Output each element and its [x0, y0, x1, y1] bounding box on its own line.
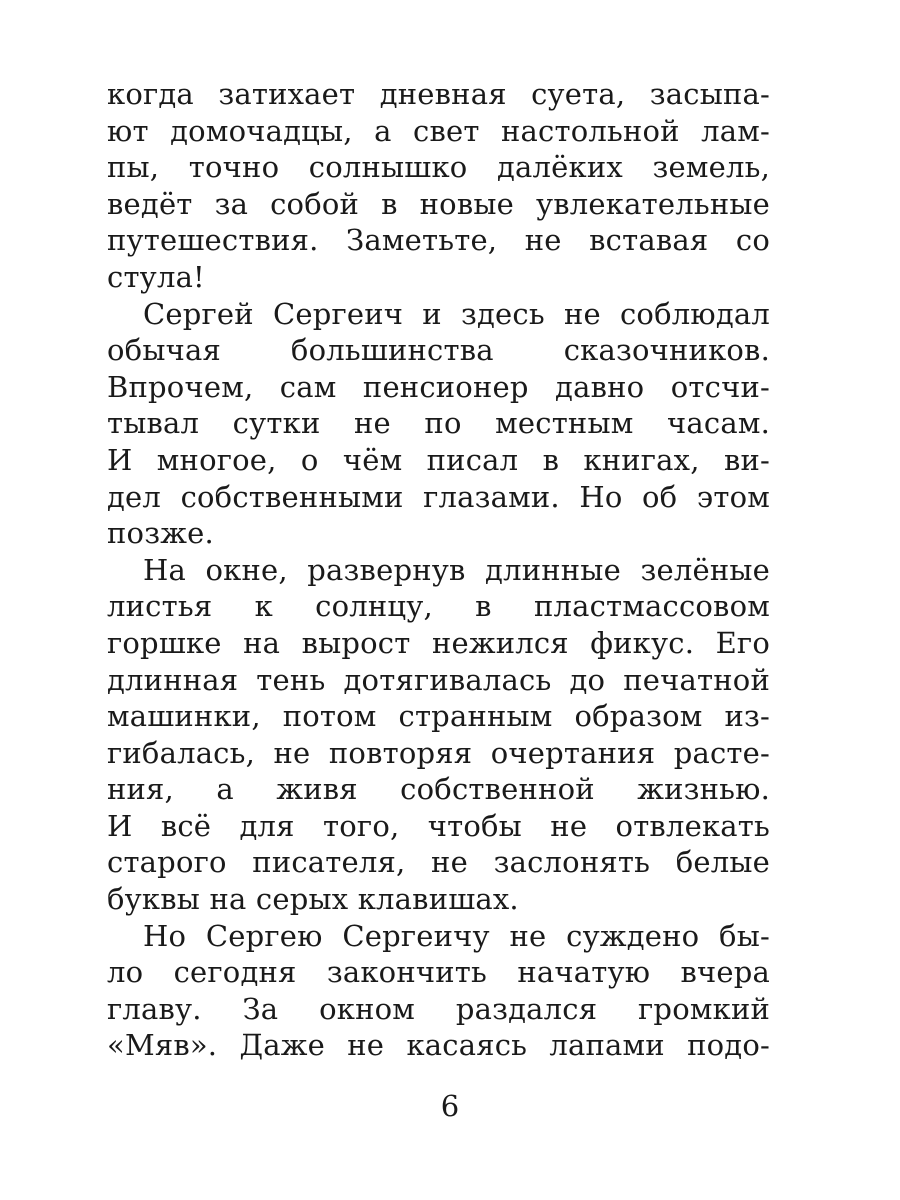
text-line: позже. — [107, 516, 214, 551]
text-line: путешествия. Заметьте, не вставая со — [107, 223, 770, 258]
text-line: листья к солнцу, в пластмассовом — [107, 589, 770, 624]
text-line: Впрочем, сам пенсионер давно отсчи- — [107, 369, 770, 404]
text-line: ют домочадцы, а свет настольной лам- — [107, 113, 770, 148]
text-line: На окне, развернув длинные зелёные — [143, 552, 770, 587]
text-line: старого писателя, не заслонять белые — [107, 845, 770, 880]
text-line: главу. За окном раздался громкий — [107, 991, 770, 1026]
text-line: И многое, о чём писал в книгах, ви- — [107, 442, 770, 477]
text-line: дел собственными глазами. Но об этом — [107, 479, 770, 514]
paragraph — [107, 552, 770, 918]
paragraph — [107, 918, 770, 1064]
text-line: ведёт за собой в новые увлекательные — [107, 186, 770, 221]
text-line: ло сегодня закончить начатую вчера — [107, 955, 770, 990]
text-line: машинки, потом странным образом из- — [107, 699, 770, 734]
paragraph — [107, 296, 770, 552]
paragraph — [107, 76, 770, 296]
text-line: гибалась, не повторяя очертания расте- — [107, 735, 770, 770]
page-number: 6 — [440, 1089, 460, 1123]
text-line: Сергей Сергеич и здесь не соблюдал — [143, 296, 770, 331]
body-text — [107, 76, 770, 1064]
text-line: стула! — [107, 259, 205, 294]
text-line: длинная тень дотягивалась до печатной — [107, 662, 770, 697]
text-line: «Мяв». Даже не касаясь лапами подо- — [107, 1028, 770, 1063]
text-line: И всё для того, чтобы не отвлекать — [107, 808, 770, 843]
text-line: Но Сергею Сергеичу не суждено бы- — [143, 918, 770, 953]
text-line: пы, точно солнышко далёких земель, — [107, 150, 770, 185]
text-line: когда затихает дневная суета, засыпа- — [107, 77, 770, 111]
text-line: обычая большинства сказочников. — [107, 333, 770, 368]
text-line: тывал сутки не по местным часам. — [107, 406, 770, 441]
text-line: ния, а живя собственной жизнью. — [107, 772, 770, 807]
text-line: горшке на вырост нежился фикус. Его — [107, 625, 770, 660]
text-line: буквы на серых клавишах. — [107, 882, 519, 917]
